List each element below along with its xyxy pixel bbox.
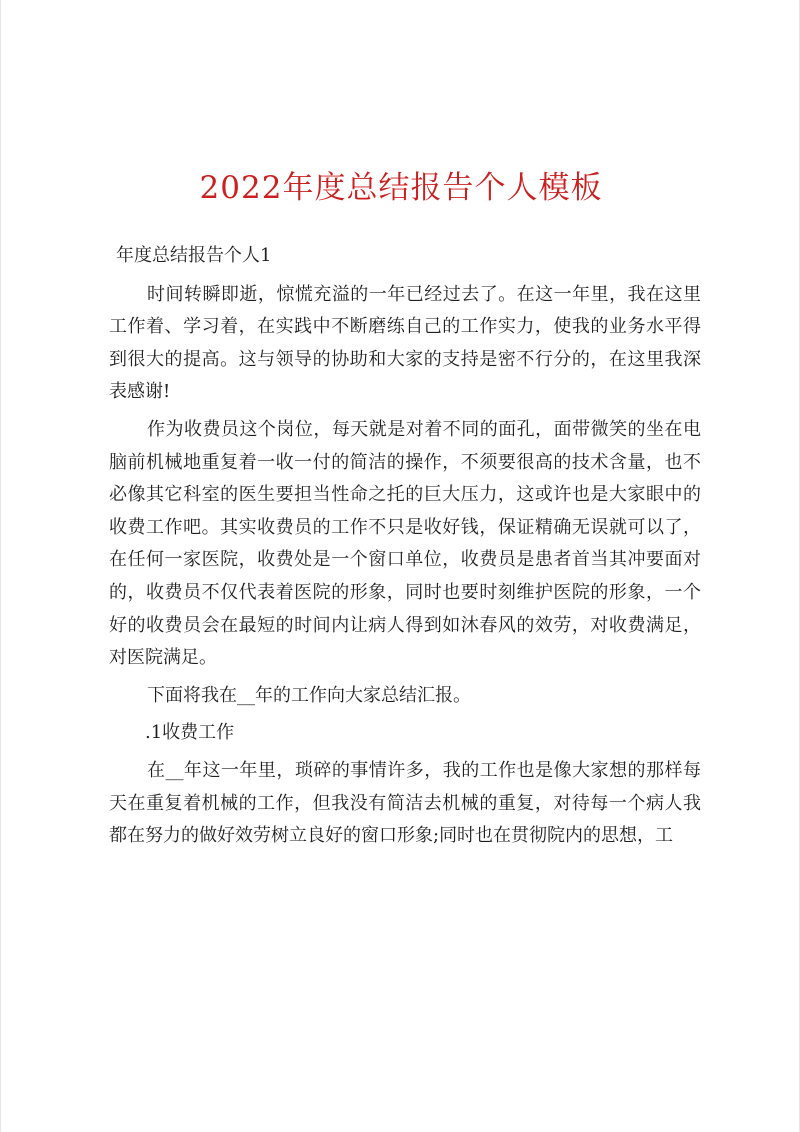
- paragraph-intro: 时间转瞬即逝，惊慌充溢的一年已经过去了。在这一年里，我在这里工作着、学习着，在实践中不断磨练自己的工作实力，使我的业务水平得到很大的提高。这与领导的协助和大家的支持是密不行分的，在这里我深表感谢!: [109, 283, 701, 403]
- section-heading: 年度总结报告个人1: [116, 245, 272, 266]
- section-label: .1收费工作: [145, 722, 235, 744]
- paragraph-summary-lead: 下面将我在__年的工作向大家总结汇报。: [147, 684, 471, 706]
- document-title: 2022年度总结报告个人模板: [199, 170, 603, 206]
- document-body: [109, 240, 701, 858]
- paragraph-section-1: 在__年这一年里，琐碎的事情许多，我的工作也是像大家想的那样每天在重复着机械的工作，但我没有简洁去机械的重复，对待每一个病人我都在努力的做好效劳树立良好的窗口形象;同时也在贯彻院内的思想，工: [109, 759, 701, 847]
- paragraph-role: 作为收费员这个岗位，每天就是对着不同的面孔，面带微笑的坐在电脑前机械地重复着一收一付的简洁的操作，不须要很高的技术含量，也不必像其它科室的医生要担当性命之托的巨大压力，这或许也是大家眼中的收费工作吧。其实收费员的工作不只是收好钱，保证精确无误就可以了，在任何一家医院，收费处是一个窗口单位，收费员是患者首当其冲要面对的，收费员不仅代表着医院的形象，同时也要时刻维护医院的形象，一个好的收费员会在最短的时间内让病人得到如沐春风的效劳，对收费满足，对医院满足。: [109, 418, 701, 669]
